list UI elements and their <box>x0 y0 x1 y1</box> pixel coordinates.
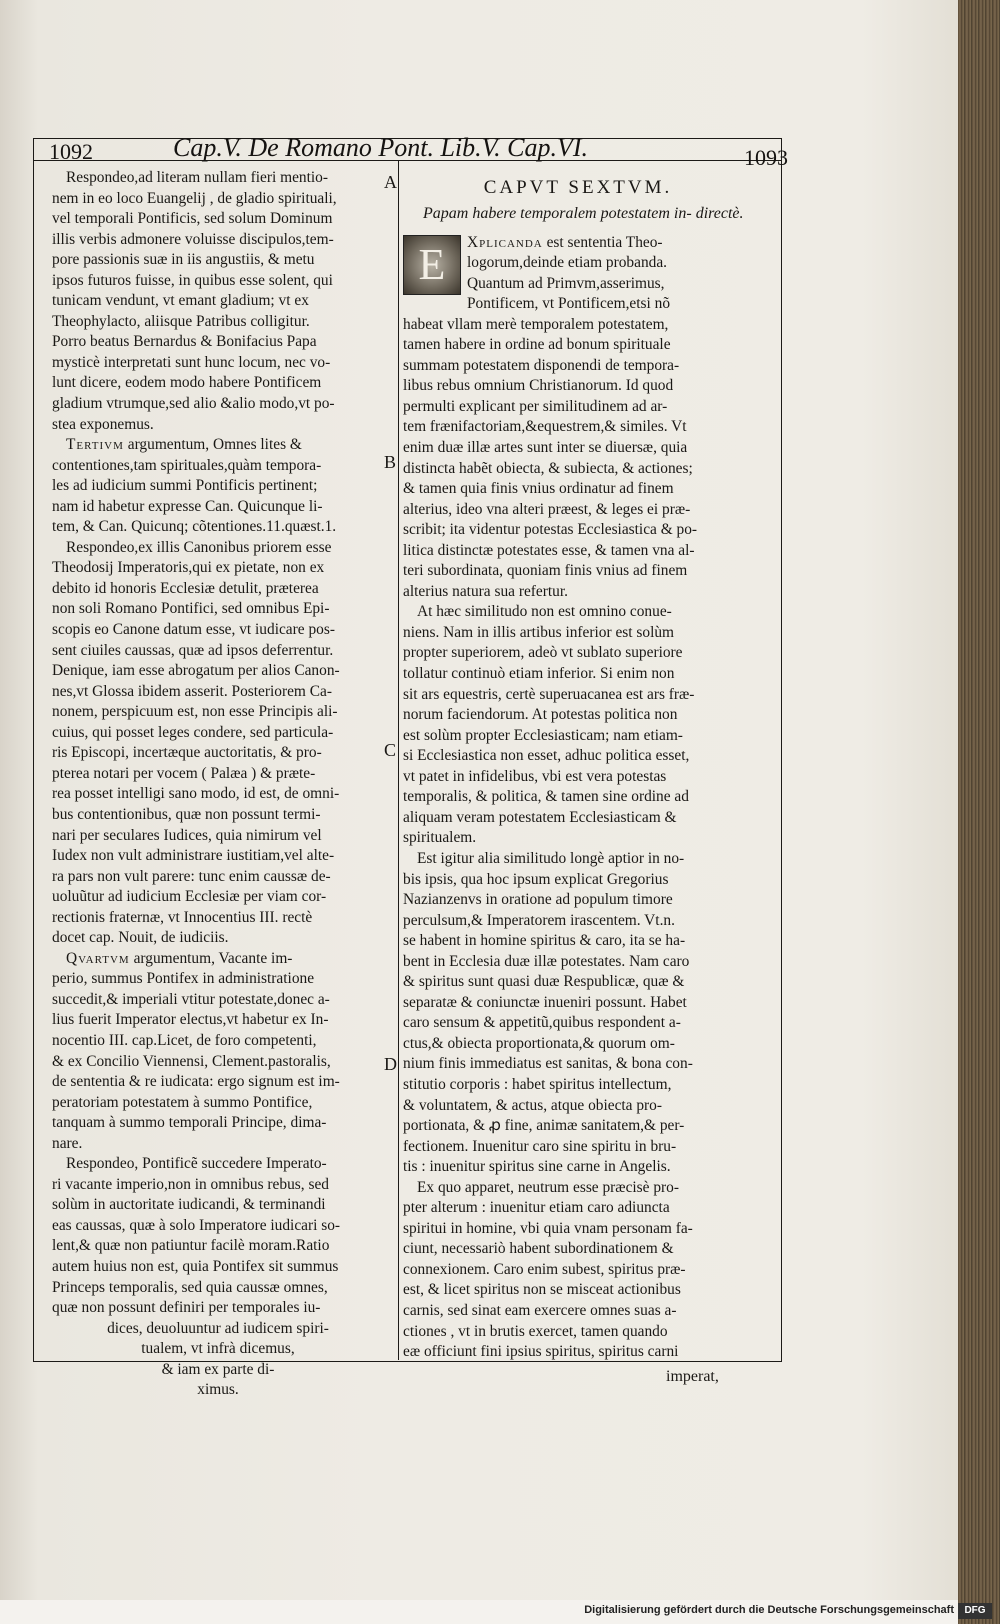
right-paragraph-1: E Xplicanda est sententia Theo- logorum,deinde etiam probanda. Quantum ad Primvm,asserimus, Pontificem, vt Pontificem,etsi nõ habeat vllam merè temporalem potestatem, tamen habere in ordine ad bonum spirituale summam potestatem disponendi de tempora- libus rebus omnium Christianorum. Id quod permulti explicant per similitudinem ad ar- tem frænifactoriam,&equestrem,& similes. Vt enim duæ illæ artes sunt inter se diuersæ, quia distincta habẽt obiecta, & subiecta, & actiones; & tamen quia finis vnius ordinatur ad finem alterius, ideo vna alteri præest, & leges ei præ- scribit; ita videntur potestas Ecclesiastica & po- litica distinctæ potestates esse, & tamen vna al- teri subordinata, quoniam finis vnius ad finem alterius natura sua refertur. <box>403 233 698 600</box>
left-paragraph-2: Tertivm argumentum, Omnes lites & contentiones,tam spirituales,quàm tempora- les ad iudicium summi Pontificis pertinent; nam id habetur expresse Can. Quicunque li- tem, & Can. Quicunq; cõtentiones.11.quæst.1. <box>52 436 337 536</box>
margin-letter-b: B <box>384 452 397 472</box>
left-column <box>52 168 384 1401</box>
dfg-logo-badge: DFG <box>958 1603 992 1619</box>
margin-letter-a: A <box>384 172 397 192</box>
digitization-credit: Digitalisierung gefördert durch die Deutsche Forschungsgemeinschaft <box>584 1604 954 1616</box>
right-paragraph-4: Ex quo apparet, neutrum esse præcisè pro- pter alterum : inuenitur etiam caro adiuncta spiritui in homine, vbi quia vnam personam fa- ciunt, necessariò habent subordinationem & connexionem. Caro enim subest, spiritus præ- est, & licet spiritus non se misceat actionibus carnis, sed sinat eam exercere omnes suas a- ctiones , vt in brutis exercet, tamen quando eæ officiunt fini ipsius spiritus, spiritus carni <box>403 1178 693 1361</box>
left-paragraph-5: Respondeo, Pontificẽ succedere Imperato- ri vacante imperio,non in omnibus rebus, sed solùm in auctoritate iudicandi, & terminandi eas caussas, quæ à solo Imperatore iudicari so- lent,& quæ non patiuntur facilè moram.Ratio autem huius non est, quia Pontifex sit summus Princeps temporalis, sed quia caussæ omnes, quæ non possunt definiri per temporales iu- <box>52 1155 341 1317</box>
left-tail-lines: dices, deuoluuntur ad iudicem spiri- tualem, vt infrà dicemus, & iam ex parte di- ximus. <box>107 1319 329 1399</box>
running-header <box>45 133 788 170</box>
running-title: Cap.V. De Romano Pont. Lib.V. Cap.VI. <box>173 133 589 162</box>
left-paragraph-4: Qvartvm argumentum, Vacante im- perio, summus Pontifex in administratione succedit,& imperiali vtitur potestate,donec a- lius fuerit Imperator electus,vt habetur ex In- nocentio III. cap.Licet, de foro competenti, & ex Concilio Viennensi, Clement.pastoralis, de sententia & re iudicata: ergo signum est im- peratoriam potestatem à summo Pontifice, tanquam à summo temporali Principe, dima- nare. <box>52 949 340 1152</box>
right-page-number: 1093 <box>744 145 788 170</box>
right-column <box>403 176 753 1363</box>
margin-letter-d: D <box>384 1054 397 1074</box>
left-paragraph-1: Respondeo,ad literam nullam fieri mentio- nem in eo loco Euangelij , de gladio spirituali, vel temporali Pontificis, sed solum Dominum illis verbis admonere voluisse discipulos,tem- pore passionis suæ in iis angustiis, & metu ipsos futuros fuisse, in quibus esse solent, qui tunicam vendunt, vt emant gladium; vt ex Theophylacto, aliisque Patribus colligitur. Porro beatus Bernardus & Bonifacius Papa mysticè interpretati sunt hunc locum, nec vo- lunt dicere, eodem modo habere Pontificem gladium vtrumque,sed alio &alio modo,vt po- stea exponemus. <box>52 169 337 433</box>
book-page-edges <box>958 0 1000 1624</box>
margin-letter-c: C <box>384 740 397 760</box>
right-paragraph-3: Est igitur alia similitudo longè aptior in no- bis ipsis, qua hoc ipsum explicat Gregorius Nazianzenvs in oratione ad populum timore perculsum,& Imperatorem irascentem. Vt.n. se habent in homine spiritus & caro, ita se ha- bent in Ecclesia duæ illæ potestates. Nam caro & spiritus sunt quasi duæ Respublicæ, quæ & separatæ & coniunctæ inueniri possunt. Habet caro sensum & appetitũ,quibus respondent a- ctus,& obiecta proportionata,& quorum om- nium finis immediatus est sanitas, & bona con- stitutio corporis : habet spiritus intellectum, & voluntatem, & actus, atque obiecta pro- portionata, & ꝓ fine, animæ sanitatem,& per- fectionem. Inuenitur caro sine spiritu in bru- tis : inuenitur spiritus sine carne in Angelis. <box>403 849 693 1176</box>
decorated-initial: E <box>403 235 461 295</box>
right-paragraph-2: At hæc similitudo non est omnino conue- niens. Nam in illis artibus inferior est solùm propter superiorem, adeò vt sublato superiore tollatur continuò etiam inferior. Si enim non sit ars equestris, certè superuacanea est ars fræ- norum faciendorum. At potestas politica non est solùm propter Ecclesiasticam; nam etiam- si Ecclesiastica non esset, adhuc politica esset, vt patet in infidelibus, vbi est vera potestas temporalis, & politica, & tamen sine ordine ad aliquam veram potestatem Ecclesiasticam & spiritualem. <box>403 603 695 847</box>
chapter-title: CAPVT SEXTVM. <box>483 177 673 198</box>
left-page-number: 1092 <box>49 139 93 164</box>
chapter-subtitle: Papam habere temporalem potestatem in- directè. <box>423 204 744 222</box>
left-paragraph-3: Respondeo,ex illis Canonibus priorem esse Theodosij Imperatoris,qui ex pietate, non ex debito id honoris Ecclesiæ detulit, præterea non soli Romano Pontifici, sed omnibus Epi- scopis eo Canone datum esse, vt iudicare pos- sent ciuiles caussas, quæ ad ipsos deferrentur. Denique, iam esse abrogatum per alios Canon- nes,vt Glossa ibidem asserit. Posteriorem Ca- nonem, perspicuum est, non esse Principis ali- cuius, qui posset leges condere, sed particula- ris Episcopi, incertæque auctoritatis, & pro- pterea notari per vocem ( Palæa ) & præte- rea posset intelligi sano modo, id est, de omni- bus contentionibus, quæ non possunt termi- nari per seculares Iudices, quia nimirum vel Iudex non vult administrare iustitiam,vel alte- ra pars non vult parere: tunc enim caussæ de- uoluũtur ad iudicium Ecclesiæ per viam cor- rectionis fraternæ, vt Innocentius III. rectè docet cap. Nouit, de iudiciis. <box>52 538 340 947</box>
column-divider <box>398 160 399 1360</box>
catchword: imperat, <box>666 1368 719 1385</box>
